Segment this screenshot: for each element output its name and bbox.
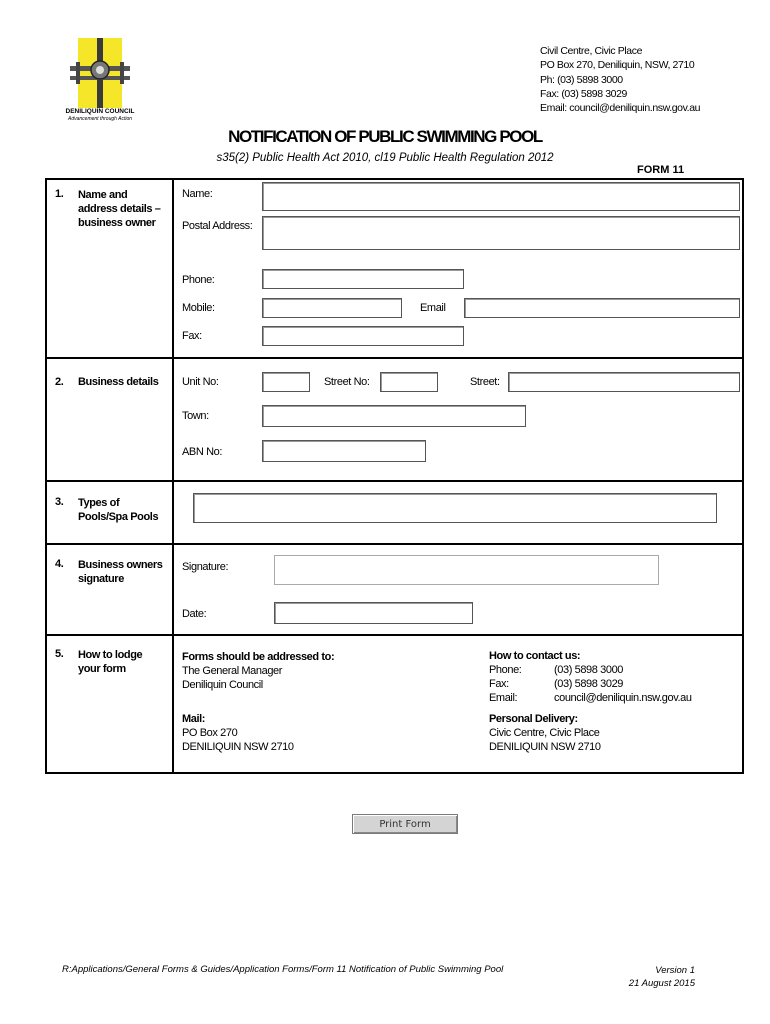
form-number: FORM 11 [637, 164, 685, 176]
section-divider [45, 480, 744, 482]
abn-label: ABN No: [182, 446, 222, 458]
signature-field[interactable] [274, 555, 659, 585]
contact-line: PO Box 270, Deniliquin, NSW, 2710 [540, 59, 695, 72]
unit-no-input[interactable] [263, 373, 309, 391]
heading-line: How to lodge [78, 649, 143, 661]
heading-line: address details – [78, 203, 161, 215]
town-label: Town: [182, 410, 209, 422]
abn-input[interactable] [263, 441, 425, 461]
mobile-input[interactable] [263, 299, 401, 317]
fax-field[interactable] [262, 326, 464, 346]
postal-address-field[interactable] [262, 216, 740, 250]
heading-line: Types of [78, 497, 120, 509]
section-divider [45, 357, 744, 359]
section-heading [78, 558, 162, 586]
delivery-block [489, 712, 601, 754]
logo-motto: Advancement through Action [67, 116, 133, 122]
delivery-line: Civic Centre, Civic Place [489, 727, 600, 739]
street-no-field[interactable] [380, 372, 438, 392]
town-field[interactable] [262, 405, 526, 427]
table-border [45, 178, 47, 774]
contact-phone-label: Phone: [489, 664, 522, 676]
fax-label: Fax: [182, 330, 202, 342]
pool-types-field[interactable] [193, 493, 717, 523]
heading-line: Name and [78, 189, 128, 201]
council-crest-icon [60, 36, 140, 110]
column-divider [172, 178, 174, 774]
address-to-block [182, 650, 334, 692]
email-field[interactable] [464, 298, 740, 318]
footer-version: Version 1 [655, 965, 695, 976]
section-heading: Business details [78, 376, 159, 388]
print-form-button[interactable]: Print Form [352, 814, 458, 834]
footer-version-block [560, 964, 695, 990]
mail-line: DENILIQUIN NSW 2710 [182, 741, 294, 753]
address-line: Deniliquin Council [182, 679, 263, 691]
mail-heading: Mail: [182, 713, 206, 725]
table-border [45, 178, 744, 180]
page-subtitle: s35(2) Public Health Act 2010, cl19 Public Health Regulation 2012 [216, 152, 554, 164]
logo-caption: DENILIQUIN COUNCIL [65, 108, 135, 115]
address-to-heading: Forms should be addressed to: [182, 651, 335, 663]
table-border [45, 772, 744, 774]
street-label: Street: [470, 376, 500, 388]
mail-block [182, 712, 294, 754]
street-field[interactable] [508, 372, 740, 392]
table-border [742, 178, 744, 774]
footer-date: 21 August 2015 [628, 978, 695, 989]
delivery-heading: Personal Delivery: [489, 713, 578, 725]
section-number: 5. [55, 648, 64, 660]
phone-label: Phone: [182, 274, 215, 286]
town-input[interactable] [263, 406, 525, 426]
contact-email-value: council@deniliquin.nsw.gov.au [554, 692, 692, 704]
delivery-line: DENILIQUIN NSW 2710 [489, 741, 601, 753]
signature-input[interactable] [275, 556, 658, 584]
date-label: Date: [182, 608, 207, 620]
heading-line: your form [78, 663, 126, 675]
heading-line: Business owners [78, 559, 163, 571]
section-number: 2. [55, 376, 64, 388]
name-input[interactable] [263, 183, 739, 210]
contact-line: Email: council@deniliquin.nsw.gov.au [540, 102, 701, 115]
email-input[interactable] [465, 299, 739, 317]
contact-line: Fax: (03) 5898 3029 [540, 87, 627, 100]
name-label: Name: [182, 188, 213, 200]
phone-input[interactable] [263, 270, 463, 288]
unit-no-field[interactable] [262, 372, 310, 392]
email-label: Email [420, 302, 446, 314]
section-heading [78, 188, 160, 230]
date-field[interactable] [274, 602, 473, 624]
page-title: NOTIFICATION OF PUBLIC SWIMMING POOL [228, 127, 542, 146]
section-divider [45, 634, 744, 636]
mobile-label: Mobile: [182, 302, 215, 314]
contact-fax-label: Fax: [489, 678, 509, 690]
contact-line: Civil Centre, Civic Place [540, 45, 643, 57]
fax-input[interactable] [263, 327, 463, 345]
name-field[interactable] [262, 182, 740, 211]
unit-no-label: Unit No: [182, 376, 219, 388]
section-divider [45, 543, 744, 545]
postal-address-input[interactable] [263, 217, 739, 249]
signature-label: Signature: [182, 561, 229, 573]
contact-us-heading: How to contact us: [489, 650, 581, 662]
heading-line: signature [78, 573, 124, 585]
abn-field[interactable] [262, 440, 426, 462]
phone-field[interactable] [262, 269, 464, 289]
date-input[interactable] [275, 603, 472, 623]
contact-fax-value: (03) 5898 3029 [554, 678, 624, 690]
pool-types-input[interactable] [194, 494, 716, 522]
heading-line: business owner [78, 217, 156, 229]
section-heading [78, 496, 158, 524]
contact-phone-value: (03) 5898 3000 [554, 664, 624, 676]
contact-email-label: Email: [489, 692, 518, 704]
section-heading [78, 648, 142, 676]
section-number: 1. [55, 188, 64, 200]
section-number: 3. [55, 496, 64, 508]
street-input[interactable] [509, 373, 739, 391]
council-contact-block [540, 44, 700, 115]
postal-address-label: Postal Address: [182, 220, 253, 232]
heading-line: Pools/Spa Pools [78, 511, 159, 523]
street-no-input[interactable] [381, 373, 437, 391]
footer-path: R:Applications/General Forms & Guides/Application Forms/Form 11 Notification of Public Swimming Pool [62, 964, 504, 975]
section-number: 4. [55, 558, 64, 570]
address-line: The General Manager [182, 665, 283, 677]
mail-line: PO Box 270 [182, 727, 238, 739]
street-no-label: Street No: [324, 376, 370, 388]
contact-line: Ph: (03) 5898 3000 [540, 73, 623, 86]
mobile-field[interactable] [262, 298, 402, 318]
